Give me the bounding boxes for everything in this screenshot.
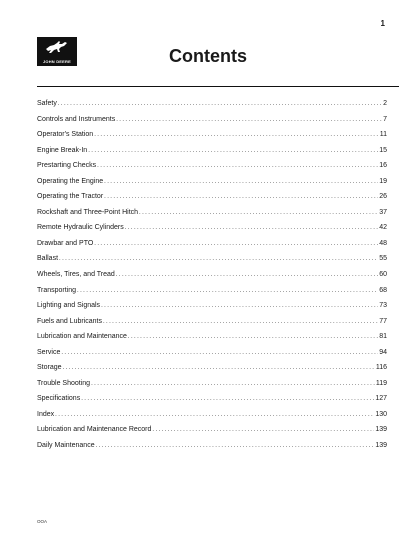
toc-entry[interactable] bbox=[37, 318, 387, 334]
toc-entry-page: 55 bbox=[379, 255, 387, 263]
toc-dot-leader bbox=[77, 288, 378, 294]
toc-entry[interactable] bbox=[37, 240, 387, 256]
toc-entry-page: 94 bbox=[379, 348, 387, 356]
logo-text: JOHN DEERE bbox=[42, 59, 71, 64]
toc-dot-leader bbox=[97, 163, 378, 169]
toc-dot-leader bbox=[81, 396, 374, 402]
toc-entry[interactable] bbox=[37, 395, 387, 411]
toc-dot-leader bbox=[152, 427, 374, 433]
toc-entry-label: Wheels, Tires, and Tread bbox=[37, 271, 115, 279]
toc-dot-leader bbox=[55, 412, 374, 418]
toc-dot-leader bbox=[94, 132, 379, 138]
toc-entry-page: 130 bbox=[375, 410, 387, 418]
toc-entry-label: Drawbar and PTO bbox=[37, 239, 94, 247]
toc-entry-label: Transporting bbox=[37, 286, 77, 294]
toc-dot-leader bbox=[116, 117, 382, 123]
toc-entry[interactable] bbox=[37, 287, 387, 303]
toc-entry-label: Operating the Tractor bbox=[37, 193, 104, 201]
toc-dot-leader bbox=[104, 179, 378, 185]
toc-dot-leader bbox=[128, 334, 378, 340]
toc-entry-page: 60 bbox=[379, 271, 387, 279]
toc-entry-label: Index bbox=[37, 410, 55, 418]
toc-entry[interactable] bbox=[37, 193, 387, 209]
toc-entry[interactable] bbox=[37, 178, 387, 194]
toc-entry-page: 16 bbox=[379, 162, 387, 170]
toc-entry-label: Lubrication and Maintenance Record bbox=[37, 426, 152, 434]
toc-entry-page: 77 bbox=[379, 317, 387, 325]
toc-entry-page: 68 bbox=[379, 286, 387, 294]
toc-dot-leader bbox=[91, 381, 375, 387]
toc-entry-label: Rockshaft and Three-Point Hitch bbox=[37, 208, 139, 216]
toc-entry[interactable] bbox=[37, 162, 387, 178]
toc-entry[interactable] bbox=[37, 426, 387, 442]
toc-entry-label: Daily Maintenance bbox=[37, 442, 95, 450]
toc-entry[interactable] bbox=[37, 255, 387, 271]
toc-dot-leader bbox=[63, 365, 375, 371]
toc-entry-label: Service bbox=[37, 348, 61, 356]
toc-entry-label: Operating the Engine bbox=[37, 177, 104, 185]
toc-entry-label: Operator's Station bbox=[37, 131, 94, 139]
toc-dot-leader bbox=[61, 350, 378, 356]
toc-entry[interactable] bbox=[37, 100, 387, 116]
toc-dot-leader bbox=[101, 303, 378, 309]
toc-entry[interactable] bbox=[37, 349, 387, 365]
toc-entry-label: Controls and Instruments bbox=[37, 115, 116, 123]
toc-entry-page: 48 bbox=[379, 239, 387, 247]
title-divider bbox=[37, 86, 399, 87]
toc-entry-page: 139 bbox=[375, 426, 387, 434]
toc-entry-page: 19 bbox=[379, 177, 387, 185]
toc-entry-page: 7 bbox=[383, 115, 387, 123]
toc-entry-page: 37 bbox=[379, 208, 387, 216]
toc-entry-label: Prestarting Checks bbox=[37, 162, 97, 170]
toc-dot-leader bbox=[139, 210, 378, 216]
toc-dot-leader bbox=[116, 272, 378, 278]
toc-entry-page: 81 bbox=[379, 333, 387, 341]
toc-dot-leader bbox=[59, 256, 378, 262]
page-title: Contents bbox=[169, 46, 247, 66]
toc-entry-label: Trouble Shooting bbox=[37, 379, 91, 387]
toc-entry-label: Storage bbox=[37, 364, 62, 372]
toc-entry-page: 119 bbox=[375, 379, 387, 387]
toc-entry-page: 11 bbox=[379, 131, 387, 139]
toc-dot-leader bbox=[94, 241, 378, 247]
toc-entry-page: 127 bbox=[375, 395, 387, 403]
toc-dot-leader bbox=[103, 319, 378, 325]
toc-dot-leader bbox=[88, 148, 378, 154]
toc-entry-page: 139 bbox=[375, 442, 387, 450]
toc-dot-leader bbox=[96, 443, 375, 449]
toc-dot-leader bbox=[104, 194, 378, 200]
toc-entry-page: 42 bbox=[379, 224, 387, 232]
toc-entry[interactable] bbox=[37, 302, 387, 318]
toc-entry[interactable] bbox=[37, 380, 387, 396]
toc-entry-label: Lighting and Signals bbox=[37, 302, 101, 310]
toc-entry[interactable] bbox=[37, 147, 387, 163]
toc-entry[interactable] bbox=[37, 442, 387, 458]
toc-entry-page: 15 bbox=[379, 146, 387, 154]
toc-entry-label: Ballast bbox=[37, 255, 59, 263]
toc-entry[interactable] bbox=[37, 224, 387, 240]
toc-entry[interactable] bbox=[37, 364, 387, 380]
toc-dot-leader bbox=[125, 225, 378, 231]
page-number: 1 bbox=[380, 19, 385, 28]
toc-entry-label: Remote Hydraulic Cylinders bbox=[37, 224, 124, 232]
toc-dot-leader bbox=[58, 101, 382, 107]
toc-entry[interactable] bbox=[37, 131, 387, 147]
toc-entry-label: Safety bbox=[37, 100, 57, 107]
toc-entry-label: Specifications bbox=[37, 395, 81, 403]
toc-entry-page: 73 bbox=[379, 302, 387, 310]
toc-entry[interactable] bbox=[37, 271, 387, 287]
footer-code: OOA bbox=[37, 519, 48, 524]
table-of-contents bbox=[37, 100, 387, 458]
toc-entry-page: 116 bbox=[375, 364, 387, 372]
toc-entry[interactable] bbox=[37, 333, 387, 349]
toc-entry-label: Lubrication and Maintenance bbox=[37, 333, 127, 341]
toc-entry[interactable] bbox=[37, 116, 387, 132]
toc-entry[interactable] bbox=[37, 209, 387, 225]
toc-entry[interactable] bbox=[37, 411, 387, 427]
toc-entry-page: 26 bbox=[379, 193, 387, 201]
toc-entry-label: Fuels and Lubricants bbox=[37, 317, 102, 325]
toc-entry-label: Engine Break-In bbox=[37, 146, 88, 154]
toc-entry-page: 2 bbox=[383, 100, 387, 107]
